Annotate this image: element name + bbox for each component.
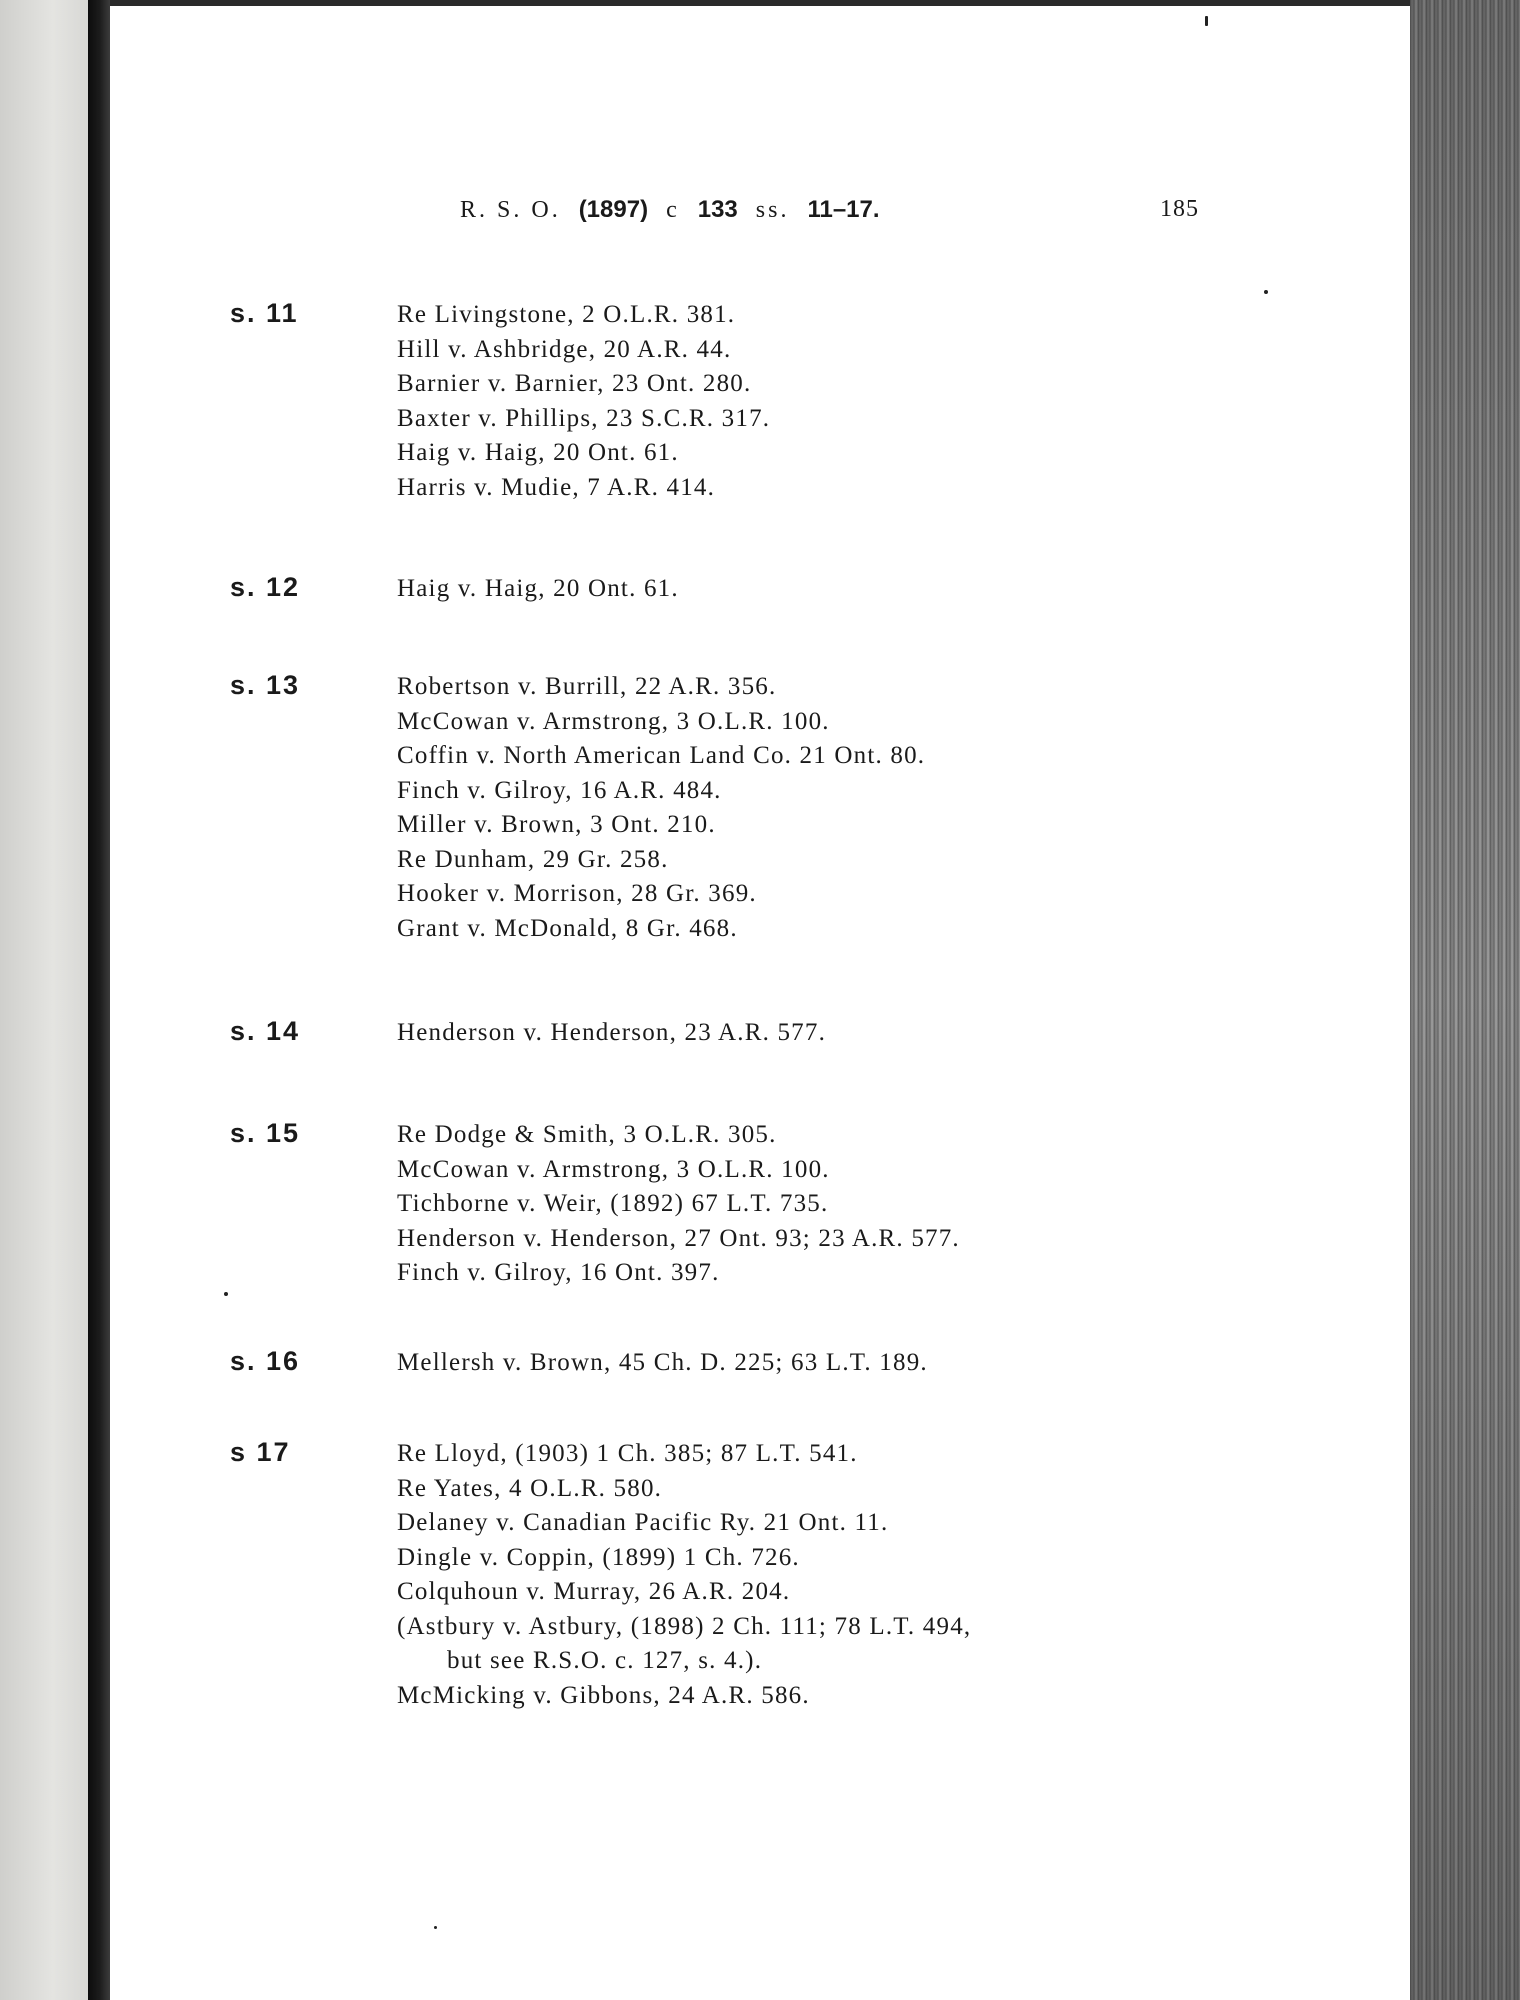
citation: McMicking v. Gibbons, 24 A.R. 586. bbox=[397, 1681, 810, 1709]
running-head-chapter: 133 bbox=[697, 196, 738, 223]
book-page-edges bbox=[1410, 0, 1520, 2000]
book-binding bbox=[88, 0, 110, 2000]
citation: Tichborne v. Weir, (1892) 67 L.T. 735. bbox=[397, 1190, 829, 1217]
citation-list bbox=[397, 1346, 1297, 1381]
citation: Colquhoun v. Murray, 26 A.R. 204. bbox=[397, 1578, 791, 1605]
citation: Henderson v. Henderson, 23 A.R. 577. bbox=[397, 1019, 827, 1046]
section-label: s. 14 bbox=[230, 1016, 301, 1046]
citation: Dingle v. Coppin, (1899) 1 Ch. 726. bbox=[397, 1543, 800, 1571]
running-head-sections: 11–17. bbox=[807, 196, 880, 223]
running-head-chapter-label: c bbox=[666, 197, 680, 223]
citation: Re Dodge & Smith, 3 O.L.R. 305. bbox=[397, 1121, 777, 1148]
citation-list bbox=[397, 670, 1297, 946]
citation-list bbox=[397, 1437, 1297, 1713]
citation: Miller v. Brown, 3 Ont. 210. bbox=[397, 811, 716, 838]
scan-speck bbox=[434, 1926, 437, 1929]
section-label: s. 15 bbox=[230, 1118, 301, 1148]
section-label: s. 11 bbox=[230, 298, 299, 328]
citation: Coffin v. North American Land Co. 21 Ont. 80. bbox=[397, 742, 926, 769]
citation-list bbox=[397, 298, 1297, 505]
citation: Robertson v. Burrill, 22 A.R. 356. bbox=[397, 673, 777, 700]
citation-list bbox=[397, 1016, 1297, 1051]
running-head bbox=[460, 196, 1000, 224]
citation: Haig v. Haig, 20 Ont. 61. bbox=[397, 575, 679, 602]
citation: McCowan v. Armstrong, 3 O.L.R. 100. bbox=[397, 707, 830, 735]
citation: (Astbury v. Astbury, (1898) 2 Ch. 111; 78 L.T. 494, bbox=[397, 1612, 972, 1640]
running-head-prefix: R. S. O. bbox=[460, 197, 561, 223]
scan-speck bbox=[224, 1292, 228, 1296]
citation: McCowan v. Armstrong, 3 O.L.R. 100. bbox=[397, 1155, 830, 1183]
citation: Re Yates, 4 O.L.R. 580. bbox=[397, 1474, 663, 1502]
citation: Re Livingstone, 2 O.L.R. 381. bbox=[397, 301, 736, 328]
facing-page bbox=[0, 0, 88, 2000]
citation: Haig v. Haig, 20 Ont. 61. bbox=[397, 439, 679, 466]
citation: Finch v. Gilroy, 16 Ont. 397. bbox=[397, 1259, 720, 1286]
running-head-year: (1897) bbox=[578, 196, 649, 223]
citation-list bbox=[397, 1118, 1297, 1291]
page-number: 185 bbox=[1160, 196, 1199, 222]
citation: Barnier v. Barnier, 23 Ont. 280. bbox=[397, 370, 752, 397]
citation: Harris v. Mudie, 7 A.R. 414. bbox=[397, 473, 716, 501]
section-label: s. 12 bbox=[230, 572, 301, 602]
page-top-edge bbox=[110, 0, 1410, 6]
citation: Finch v. Gilroy, 16 A.R. 484. bbox=[397, 776, 722, 804]
citation: Mellersh v. Brown, 45 Ch. D. 225; 63 L.T. 189. bbox=[397, 1349, 928, 1376]
citation: Re Dunham, 29 Gr. 258. bbox=[397, 845, 669, 873]
citation: Hooker v. Morrison, 28 Gr. 369. bbox=[397, 880, 757, 907]
section-label: s 17 bbox=[230, 1437, 291, 1467]
citation: Baxter v. Phillips, 23 S.C.R. 317. bbox=[397, 404, 771, 432]
section-label: s. 13 bbox=[230, 670, 301, 700]
section-label: s. 16 bbox=[230, 1346, 301, 1376]
running-head-sections-label: ss. bbox=[755, 197, 790, 223]
scan-speck bbox=[1205, 16, 1208, 26]
citation: Henderson v. Henderson, 27 Ont. 93; 23 A.R. 577. bbox=[397, 1224, 960, 1252]
citation: Re Lloyd, (1903) 1 Ch. 385; 87 L.T. 541. bbox=[397, 1440, 858, 1467]
citation: Grant v. McDonald, 8 Gr. 468. bbox=[397, 914, 738, 942]
citation: Delaney v. Canadian Pacific Ry. 21 Ont. 11. bbox=[397, 1509, 889, 1536]
citation-list bbox=[397, 572, 1297, 607]
citation-continuation: but see R.S.O. c. 127, s. 4.). bbox=[447, 1647, 763, 1674]
scan-speck bbox=[1264, 290, 1268, 294]
citation: Hill v. Ashbridge, 20 A.R. 44. bbox=[397, 335, 732, 363]
